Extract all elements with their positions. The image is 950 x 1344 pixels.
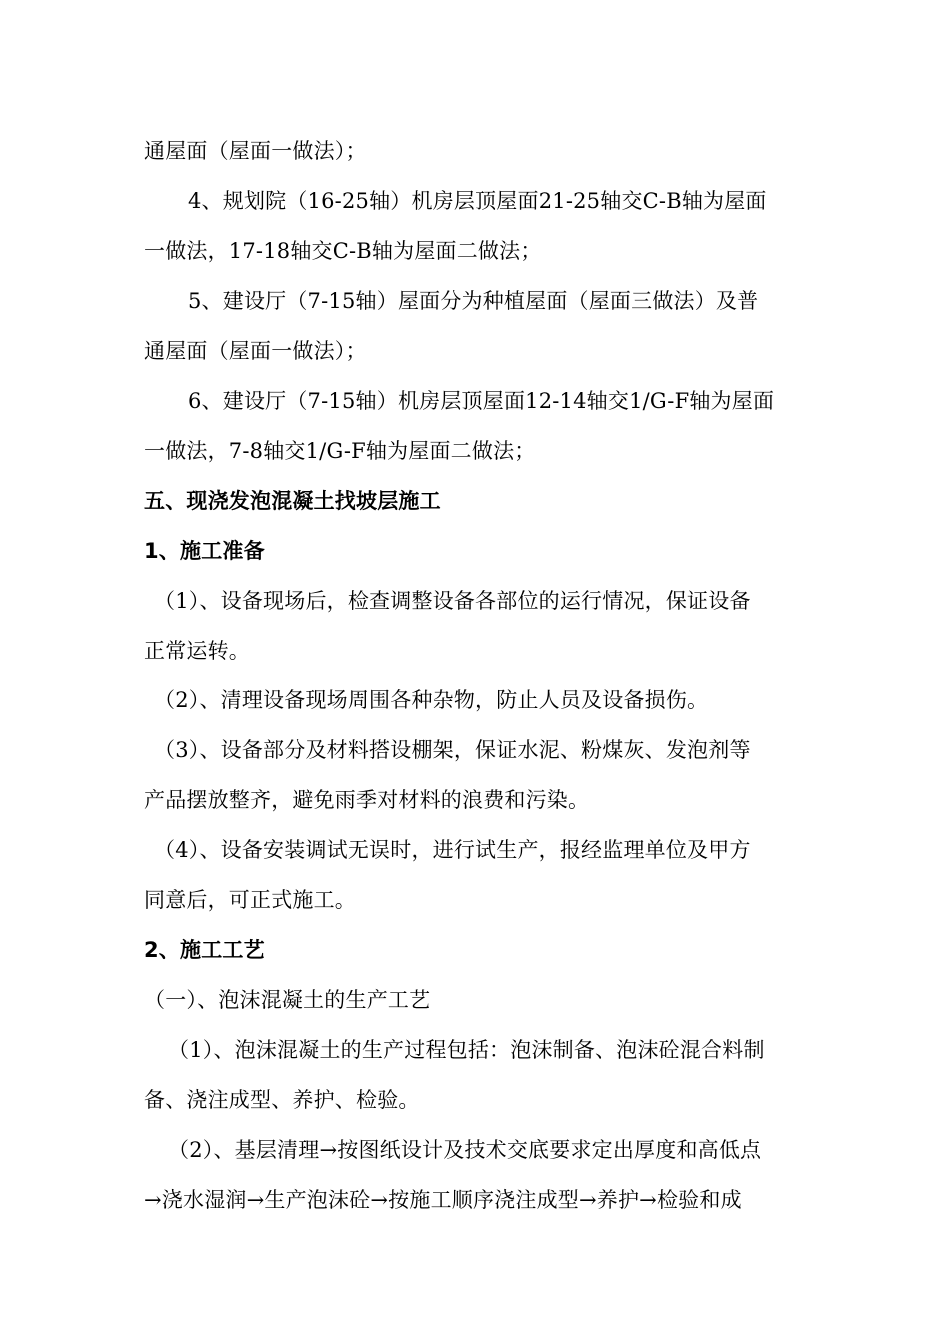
sub-heading: （一）、泡沫混凝土的生产工艺	[144, 988, 431, 1012]
list-item: （1）、泡沫混凝土的生产过程包括：泡沫制备、泡沫砼混合料制	[168, 1038, 765, 1062]
text-line: 备、浇注成型、养护、检验。	[144, 1088, 420, 1112]
section-heading: 五、现浇发泡混凝土找坡层施工	[144, 489, 441, 513]
list-item: （2）、清理设备现场周围各种杂物，防止人员及设备损伤。	[154, 688, 709, 712]
list-item: （4）、设备安装调试无误时，进行试生产，报经监理单位及甲方	[154, 838, 751, 862]
list-item: （1）、设备现场后，检查调整设备各部位的运行情况，保证设备	[154, 589, 751, 613]
text-line: 4、规划院（16-25轴）机房层顶屋面21-25轴交C-B轴为屋面	[188, 189, 767, 213]
text-line: 产品摆放整齐，避免雨季对材料的浪费和污染。	[144, 788, 590, 812]
text-line: 同意后，可正式施工。	[144, 888, 356, 912]
subsection-heading: 2、施工工艺	[144, 938, 265, 962]
text-line: 6、建设厅（7-15轴）机房层顶屋面12-14轴交1/G-F轴为屋面	[188, 389, 775, 413]
text-line: 正常运转。	[144, 639, 250, 663]
text-line: 通屋面（屋面一做法）；	[144, 139, 367, 163]
text-line: 一做法，7-8轴交1/G-F轴为屋面二做法；	[144, 439, 536, 463]
text-line: 通屋面（屋面一做法）；	[144, 339, 367, 363]
list-item: （2）、基层清理→按图纸设计及技术交底要求定出厚度和高低点	[168, 1138, 762, 1162]
list-item: （3）、设备部分及材料搭设棚架，保证水泥、粉煤灰、发泡剂等	[154, 738, 751, 762]
text-line: 5、建设厅（7-15轴）屋面分为种植屋面（屋面三做法）及普	[188, 289, 759, 313]
text-line: 一做法，17-18轴交C-B轴为屋面二做法；	[144, 239, 542, 263]
text-line: →浇水湿润→生产泡沫砼→按施工顺序浇注成型→养护→检验和成	[144, 1188, 742, 1212]
subsection-heading: 1、施工准备	[144, 539, 265, 563]
